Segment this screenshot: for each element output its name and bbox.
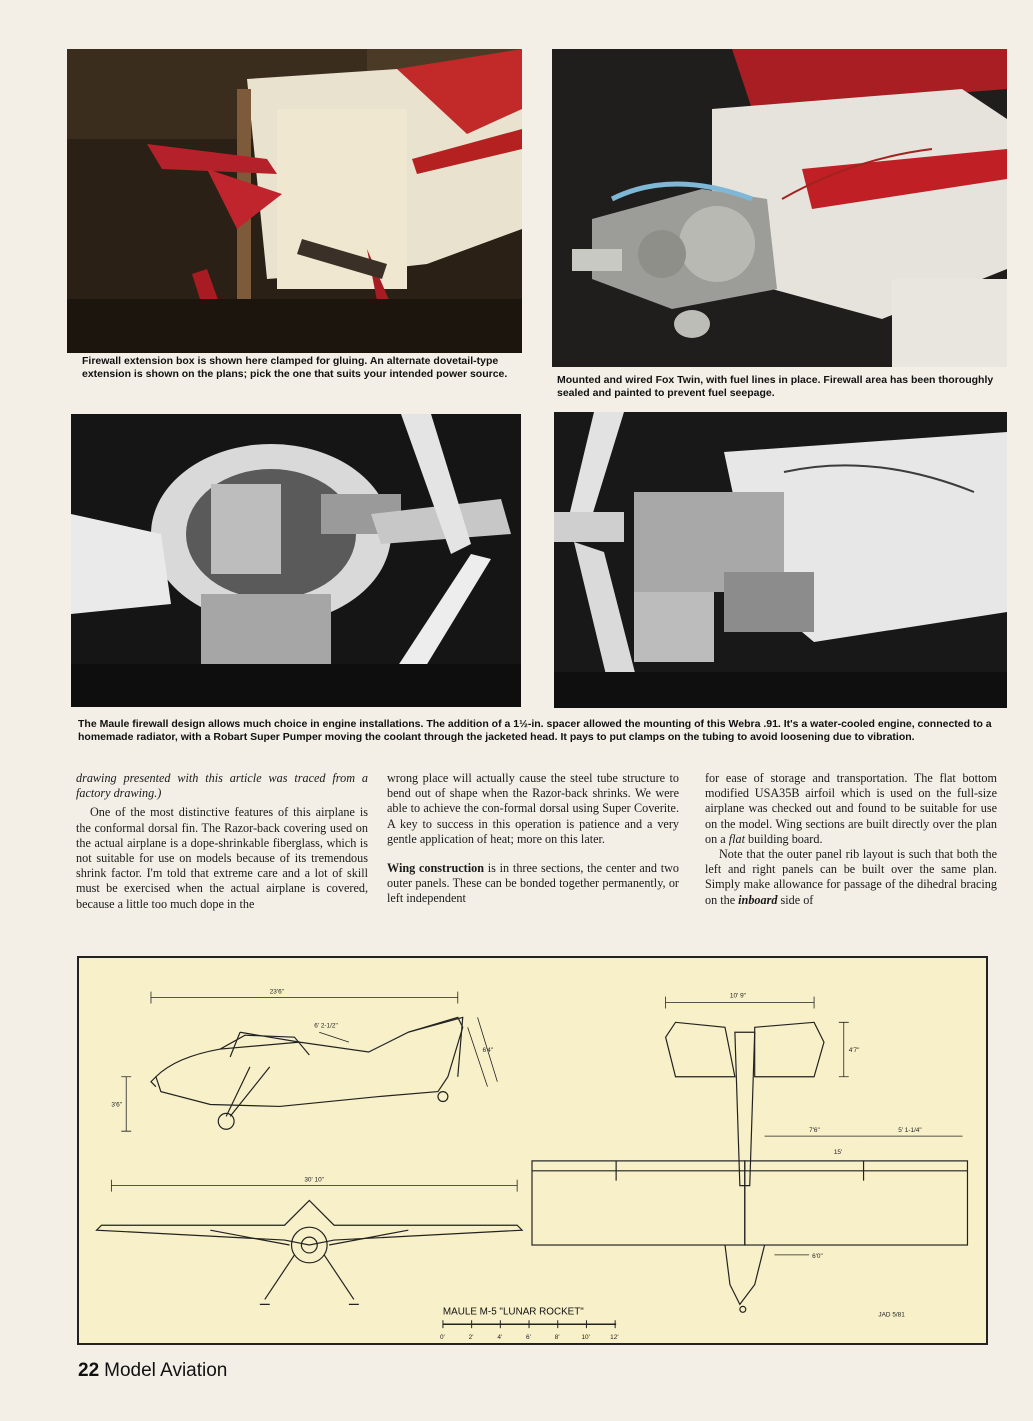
caption-photos-middle: The Maule firewall design allows much choice in engine installations. The addition of a 1½-in. spacer allowed the mounting of this Webra .91. It's a water-cooled engine, connected to a homemade radiator, with a Robart Super Pumper moving the coolant through the jacketed head. It pays to put clamps on the tubing to avoid loosening due to vibration. [78, 718, 992, 743]
article-paragraph: One of the most distinctive features of this airplane is the conformal dorsal fin. The Razor-back covering used on the actual airplane is a dope-shrinkable fiberglass, which is not suitable for use on models because of its tremendous shrink factor. I'm told that extreme care and a lot of skill must be exercised when the actual airplane is covered, because a little too much dope in the [76, 805, 368, 911]
scale-tick-label: 12' [610, 1334, 619, 1342]
article-paragraph-wing [387, 861, 679, 907]
article-text: for ease of storage and transportation. The flat bottom modified USA35B airfoil which is used on the full-size airplane was checked out and found to be suitable for use on the model. Wing sections are built directly over the plan on a [705, 771, 997, 846]
dim-tail-chord: 4'7" [848, 1047, 860, 1055]
article-emphasis: inboard [738, 892, 778, 907]
dim-tail-span: 10' 9" [729, 992, 746, 1000]
scale-tick-label: 10' [581, 1334, 590, 1342]
article-column-3 [705, 771, 997, 908]
article-paragraph [705, 847, 997, 908]
article-text: side of [777, 892, 814, 907]
article-column-2 [387, 771, 679, 907]
front-view [97, 1180, 523, 1305]
dim-dihedral: 15' [833, 1148, 843, 1156]
article-emphasis: flat [728, 831, 745, 846]
photo-fox-twin [552, 49, 1007, 367]
dim-side-height: 6'4" [482, 1047, 494, 1055]
top-view [532, 997, 967, 1313]
photo-firewall-box [67, 49, 522, 353]
dim-front-span: 30' 10" [304, 1176, 324, 1184]
article-intro-italic: drawing presented with this article was traced from a factory drawing.) [76, 771, 368, 801]
photo-webra-engine-left [71, 414, 521, 707]
page-number: 22 [78, 1360, 100, 1381]
scale-tick-label: 8' [554, 1334, 560, 1342]
article-text: building board. [744, 831, 823, 846]
drawing-title: MAULE M-5 "LUNAR ROCKET" [442, 1306, 584, 1318]
article-text: is in three sections, the center and two outer panels. These can be bonded together permanently, or left independent [387, 861, 679, 906]
scale-bar [443, 1320, 616, 1328]
dim-side-gear: 3'6" [111, 1101, 123, 1109]
page-footer [78, 1360, 227, 1382]
dim-gear-track: 6'0" [812, 1252, 823, 1260]
scale-tick-label: 4' [497, 1334, 503, 1342]
photo-webra-engine-right [554, 412, 1007, 708]
caption-photo-top-right: Mounted and wired Fox Twin, with fuel lines in place. Firewall area has been thoroughly sealed and painted to prevent fuel seepage. [557, 374, 994, 399]
dim-wing-inner: 7'6" [809, 1127, 820, 1135]
article-column-1 [76, 771, 368, 912]
article-paragraph: wrong place will actually cause the steel tube structure to bend out of shape when the Razor-back shrinks. We were able to achieve the con-formal dorsal using Super Coverite. A key to success in this operation is patience and a very gentle application of heat; more on this later. [387, 771, 679, 846]
magazine-name: Model Aviation [104, 1360, 228, 1381]
scale-tick-label: 2' [468, 1334, 474, 1342]
scale-tick-label: 0' [439, 1334, 445, 1342]
article-text: Note that the outer panel rib layout is such that both the left and right panels can be built over the same plan. Simply make allowance for passage of the dihedral bracing on the [705, 847, 997, 907]
drawing-initials: JAD 5/81 [878, 1311, 905, 1319]
scale-tick-label: 6' [526, 1334, 531, 1342]
dim-wing-outer: 5' 1-1/4" [898, 1127, 922, 1135]
dim-side-dorsal: 6' 2-1/2" [314, 1022, 338, 1030]
dim-side-length: 23'6" [269, 988, 284, 996]
three-view-drawing [77, 956, 988, 1345]
article-paragraph [705, 771, 997, 847]
side-view [121, 992, 497, 1132]
subhead-wing-construction: Wing construction [387, 861, 484, 876]
caption-photo-top-left: Firewall extension box is shown here clamped for gluing. An alternate dovetail-type extension is shown on the plans; pick the one that suits your intended power source. [82, 355, 508, 380]
